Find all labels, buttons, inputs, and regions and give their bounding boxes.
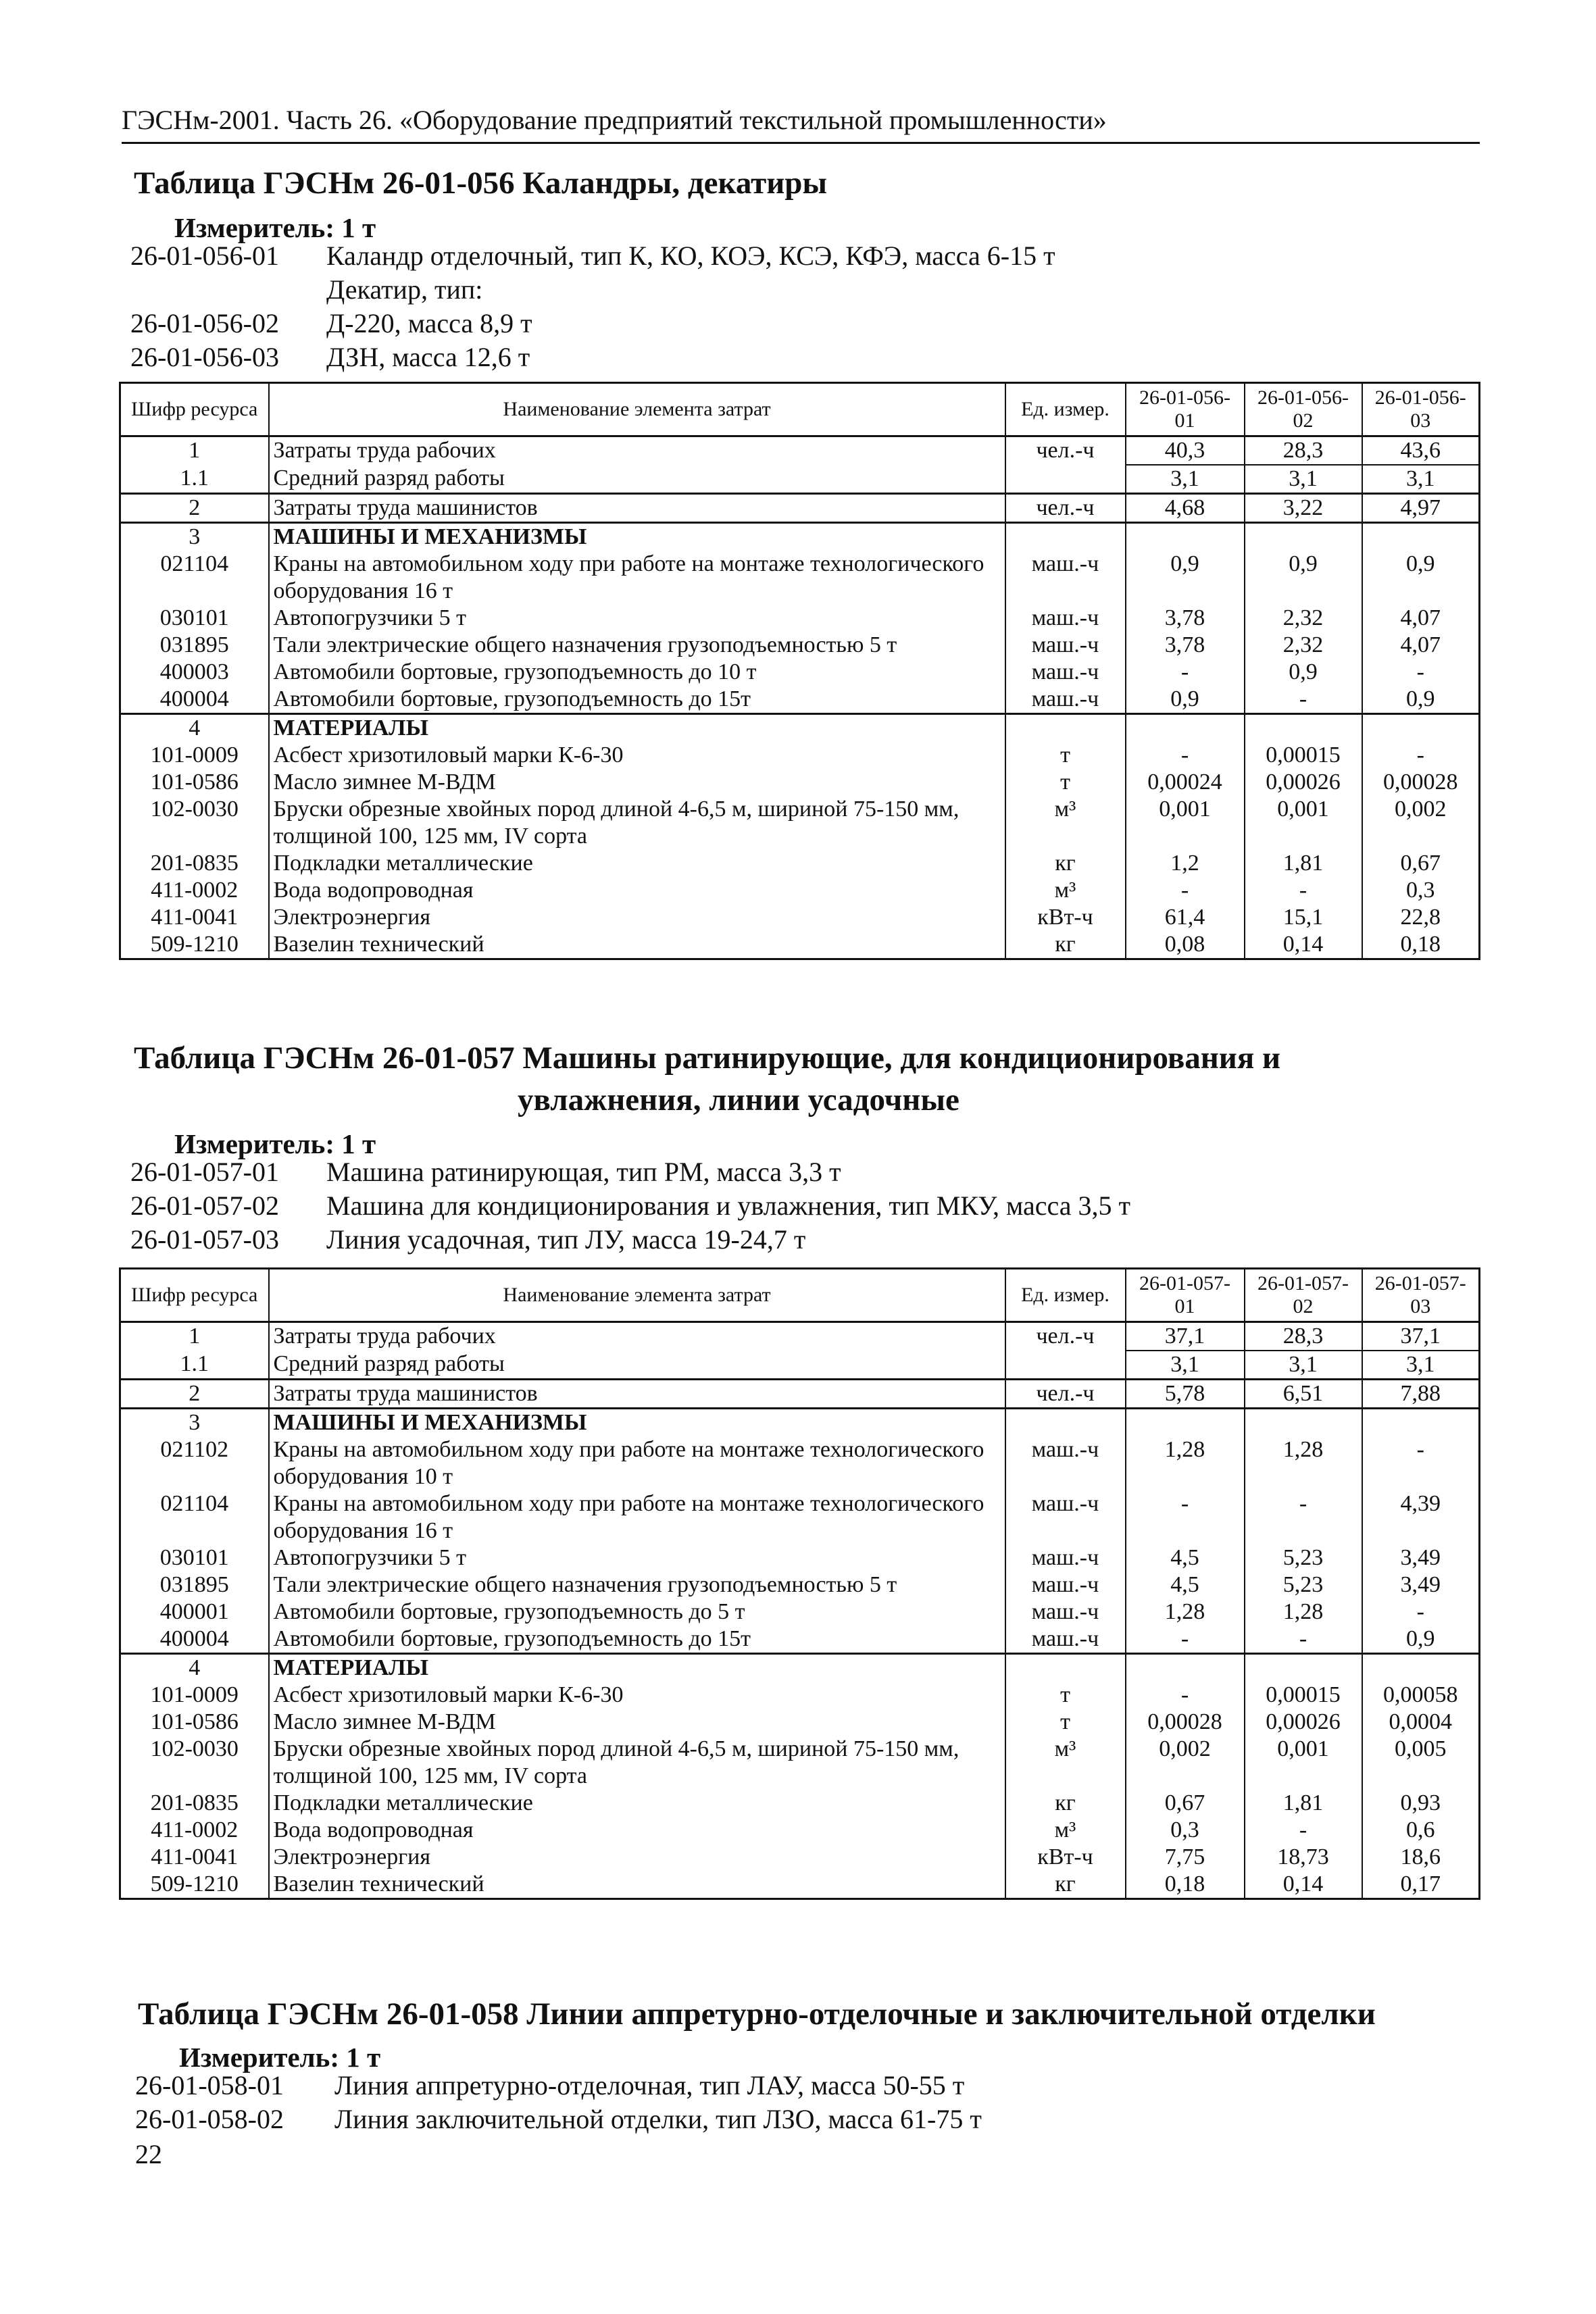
resource-code: 021102	[120, 1436, 269, 1490]
resource-row	[120, 1817, 1480, 1844]
variant-code: 26-01-057-02	[130, 1190, 279, 1221]
resource-row	[120, 1871, 1480, 1899]
value-cell: 5,23	[1245, 1571, 1362, 1599]
resource-name: Тали электрические общего назначения грузоподъемностью 5 т	[269, 632, 1005, 659]
resource-name: Бруски обрезные хвойных пород длиной 4-6,5 м, шириной 75-150 мм, толщиной 100, 125 мм, IV сорта	[269, 1736, 1005, 1790]
value-cell: 0,001	[1245, 796, 1362, 850]
value-cell: 0,9	[1126, 551, 1245, 605]
value-cell: 3,1	[1245, 1351, 1362, 1380]
resource-name: Масло зимнее М-ВДМ	[269, 769, 1005, 796]
value-cell	[1126, 1654, 1245, 1682]
value-cell: 0,00028	[1126, 1709, 1245, 1736]
col-header-variant: 26-01-057-03	[1362, 1269, 1480, 1322]
resource-name: Асбест хризотиловый марки К-6-30	[269, 1682, 1005, 1709]
unit-cell: маш.-ч	[1005, 632, 1126, 659]
resource-name: Масло зимнее М-ВДМ	[269, 1709, 1005, 1736]
resource-code: 3	[120, 1409, 269, 1437]
value-cell: 3,1	[1362, 465, 1480, 494]
value-cell	[1362, 523, 1480, 551]
resource-code: 201-0835	[120, 1790, 269, 1817]
section-row	[120, 714, 1480, 743]
unit-cell	[1005, 1351, 1126, 1380]
value-cell: -	[1126, 742, 1245, 769]
value-cell: -	[1362, 1436, 1480, 1490]
value-cell: 40,3	[1126, 436, 1245, 466]
value-cell: 0,18	[1362, 931, 1480, 959]
variant-code: 26-01-056-01	[130, 241, 279, 271]
unit-cell	[1005, 714, 1126, 743]
table-title-056: Таблица ГЭСНм 26-01-056 Каландры, декатиры	[134, 166, 828, 201]
resource-code: 509-1210	[120, 1871, 269, 1899]
value-cell: 0,00028	[1362, 769, 1480, 796]
resource-name: Средний разряд работы	[269, 1351, 1005, 1380]
resource-row	[120, 465, 1480, 494]
resource-row	[120, 1736, 1480, 1790]
value-cell: 5,23	[1245, 1544, 1362, 1571]
variant-row	[130, 273, 1055, 307]
resource-code: 1.1	[120, 465, 269, 494]
unit-cell	[1005, 1654, 1126, 1682]
unit-cell: м³	[1005, 1736, 1126, 1790]
value-cell: -	[1245, 686, 1362, 714]
variants-057	[130, 1155, 1130, 1257]
unit-cell: маш.-ч	[1005, 1544, 1126, 1571]
resource-code: 201-0835	[120, 850, 269, 877]
value-cell: 37,1	[1126, 1322, 1245, 1351]
value-cell	[1245, 1654, 1362, 1682]
value-cell	[1362, 1409, 1480, 1437]
value-cell: -	[1362, 742, 1480, 769]
value-cell: 0,14	[1245, 1871, 1362, 1899]
resource-code: 400004	[120, 1626, 269, 1654]
variant-code: 26-01-058-01	[135, 2070, 284, 2101]
value-cell: -	[1245, 1626, 1362, 1654]
value-cell: 4,39	[1362, 1490, 1480, 1544]
resource-name: Асбест хризотиловый марки К-6-30	[269, 742, 1005, 769]
col-header-name: Наименование элемента затрат	[269, 383, 1005, 436]
value-cell: 3,1	[1362, 1351, 1480, 1380]
value-cell	[1245, 523, 1362, 551]
resource-row	[120, 1682, 1480, 1709]
unit-cell: чел.-ч	[1005, 436, 1126, 466]
unit-cell: чел.-ч	[1005, 494, 1126, 523]
resource-code: 400001	[120, 1599, 269, 1626]
value-cell: 7,88	[1362, 1380, 1480, 1409]
resource-row	[120, 1844, 1480, 1871]
value-cell: 0,67	[1126, 1790, 1245, 1817]
resource-code: 102-0030	[120, 796, 269, 850]
value-cell: 37,1	[1362, 1322, 1480, 1351]
section-row	[120, 1654, 1480, 1682]
value-cell: 3,1	[1126, 465, 1245, 494]
value-cell	[1126, 523, 1245, 551]
resource-name: Электроэнергия	[269, 904, 1005, 931]
col-header-code: Шифр ресурса	[120, 383, 269, 436]
variant-row	[130, 341, 1055, 374]
value-cell	[1362, 714, 1480, 743]
resource-name: Затраты труда машинистов	[269, 494, 1005, 523]
page-number: 22	[135, 2139, 162, 2169]
value-cell: 0,00026	[1245, 1709, 1362, 1736]
page-header: ГЭСНм-2001. Часть 26. «Оборудование предприятий текстильной промышленности»	[122, 101, 1480, 144]
resource-name: Автомобили бортовые, грузоподъемность до 15т	[269, 1626, 1005, 1654]
value-cell: 0,00015	[1245, 742, 1362, 769]
resource-name: Вода водопроводная	[269, 1817, 1005, 1844]
value-cell: 4,5	[1126, 1571, 1245, 1599]
value-cell: 18,73	[1245, 1844, 1362, 1871]
unit-cell: чел.-ч	[1005, 1322, 1126, 1351]
col-header-variant: 26-01-057-02	[1245, 1269, 1362, 1322]
resource-code: 400003	[120, 659, 269, 686]
value-cell: 0,3	[1362, 877, 1480, 904]
resource-row	[120, 551, 1480, 605]
value-cell: -	[1126, 877, 1245, 904]
value-cell: 2,32	[1245, 605, 1362, 632]
value-cell: -	[1362, 659, 1480, 686]
resource-code: 3	[120, 523, 269, 551]
value-cell: 0,002	[1362, 796, 1480, 850]
resource-name: Автомобили бортовые, грузоподъемность до 10 т	[269, 659, 1005, 686]
resource-name: Автопогрузчики 5 т	[269, 1544, 1005, 1571]
value-cell	[1126, 714, 1245, 743]
value-cell: 0,6	[1362, 1817, 1480, 1844]
resource-row	[120, 796, 1480, 850]
variant-desc: Каландр отделочный, тип К, КО, КОЭ, КСЭ, КФЭ, масса 6-15 т	[326, 241, 1055, 271]
resource-row	[120, 931, 1480, 959]
resource-code: 030101	[120, 605, 269, 632]
value-cell: 43,6	[1362, 436, 1480, 466]
col-header-unit: Ед. измер.	[1005, 383, 1126, 436]
unit-cell: маш.-ч	[1005, 1490, 1126, 1544]
resource-row	[120, 436, 1480, 466]
unit-cell	[1005, 465, 1126, 494]
resource-name: Подкладки металлические	[269, 1790, 1005, 1817]
resource-name: Краны на автомобильном ходу при работе на монтаже технологического оборудования 16 т	[269, 551, 1005, 605]
col-header-variant: 26-01-057-01	[1126, 1269, 1245, 1322]
resource-code: 101-0009	[120, 1682, 269, 1709]
resource-name: Автомобили бортовые, грузоподъемность до 5 т	[269, 1599, 1005, 1626]
resource-name: Затраты труда рабочих	[269, 436, 1005, 466]
unit-cell: маш.-ч	[1005, 1571, 1126, 1599]
variants-056	[130, 239, 1055, 374]
variant-row	[135, 2069, 982, 2103]
unit-cell: т	[1005, 769, 1126, 796]
value-cell	[1126, 1409, 1245, 1437]
value-cell: -	[1126, 1626, 1245, 1654]
value-cell: -	[1245, 877, 1362, 904]
value-cell: 1,28	[1126, 1599, 1245, 1626]
resource-row	[120, 1790, 1480, 1817]
value-cell: -	[1362, 1599, 1480, 1626]
value-cell: 0,00026	[1245, 769, 1362, 796]
resource-code: 4	[120, 714, 269, 743]
value-cell: 1,28	[1245, 1436, 1362, 1490]
unit-cell: кг	[1005, 850, 1126, 877]
resource-name: МАТЕРИАЛЫ	[269, 1654, 1005, 1682]
section-row	[120, 523, 1480, 551]
meter-056: Измеритель: 1 т	[174, 212, 376, 243]
resource-code: 1	[120, 436, 269, 466]
resource-row	[120, 1490, 1480, 1544]
resource-code: 101-0586	[120, 769, 269, 796]
value-cell: 22,8	[1362, 904, 1480, 931]
col-header-code: Шифр ресурса	[120, 1269, 269, 1322]
resource-row	[120, 632, 1480, 659]
unit-cell	[1005, 1409, 1126, 1437]
norm-table-057	[119, 1267, 1480, 1900]
resource-row	[120, 1436, 1480, 1490]
value-cell: 1,28	[1126, 1436, 1245, 1490]
variant-code: 26-01-056-02	[130, 308, 279, 338]
value-cell: 3,78	[1126, 605, 1245, 632]
unit-cell: м³	[1005, 1817, 1126, 1844]
unit-cell: маш.-ч	[1005, 551, 1126, 605]
value-cell: 1,81	[1245, 1790, 1362, 1817]
norm-table-056	[119, 382, 1480, 960]
resource-row	[120, 659, 1480, 686]
resource-name: Средний разряд работы	[269, 465, 1005, 494]
value-cell: 3,1	[1126, 1351, 1245, 1380]
resource-code: 030101	[120, 1544, 269, 1571]
value-cell: 4,5	[1126, 1544, 1245, 1571]
resource-name: Затраты труда машинистов	[269, 1380, 1005, 1409]
value-cell: -	[1245, 1490, 1362, 1544]
resource-code: 031895	[120, 632, 269, 659]
col-header-name: Наименование элемента затрат	[269, 1269, 1005, 1322]
resource-row	[120, 1380, 1480, 1409]
value-cell: 0,9	[1362, 1626, 1480, 1654]
resource-code: 102-0030	[120, 1736, 269, 1790]
value-cell: -	[1126, 1490, 1245, 1544]
meter-058: Измеритель: 1 т	[179, 2042, 381, 2073]
resource-row	[120, 1599, 1480, 1626]
value-cell	[1245, 1409, 1362, 1437]
unit-cell: чел.-ч	[1005, 1380, 1126, 1409]
value-cell: 61,4	[1126, 904, 1245, 931]
resource-row	[120, 1322, 1480, 1351]
value-cell: 0,002	[1126, 1736, 1245, 1790]
resource-name: Вода водопроводная	[269, 877, 1005, 904]
value-cell: 0,9	[1362, 686, 1480, 714]
value-cell: 0,08	[1126, 931, 1245, 959]
value-cell: 28,3	[1245, 436, 1362, 466]
resource-row	[120, 877, 1480, 904]
unit-cell: маш.-ч	[1005, 1436, 1126, 1490]
value-cell: 0,17	[1362, 1871, 1480, 1899]
variant-desc: Линия усадочная, тип ЛУ, масса 19-24,7 т	[326, 1224, 806, 1255]
variant-desc: Д-220, масса 8,9 т	[326, 308, 532, 338]
value-cell: -	[1126, 1682, 1245, 1709]
resource-name: МАШИНЫ И МЕХАНИЗМЫ	[269, 523, 1005, 551]
resource-row	[120, 494, 1480, 523]
col-header-unit: Ед. измер.	[1005, 1269, 1126, 1322]
value-cell: -	[1245, 1817, 1362, 1844]
resource-name: Электроэнергия	[269, 1844, 1005, 1871]
resource-code: 411-0041	[120, 904, 269, 931]
value-cell: 1,81	[1245, 850, 1362, 877]
resource-code: 1	[120, 1322, 269, 1351]
resource-name: МАШИНЫ И МЕХАНИЗМЫ	[269, 1409, 1005, 1437]
resource-code: 411-0002	[120, 877, 269, 904]
resource-name: Вазелин технический	[269, 931, 1005, 959]
value-cell: 0,00015	[1245, 1682, 1362, 1709]
unit-cell: маш.-ч	[1005, 605, 1126, 632]
value-cell: 3,1	[1245, 465, 1362, 494]
value-cell: 0,00058	[1362, 1682, 1480, 1709]
unit-cell: маш.-ч	[1005, 659, 1126, 686]
value-cell: 0,9	[1245, 551, 1362, 605]
value-cell: 1,28	[1245, 1599, 1362, 1626]
unit-cell: кВт-ч	[1005, 1844, 1126, 1871]
col-header-variant: 26-01-056-01	[1126, 383, 1245, 436]
table-title-058: Таблица ГЭСНм 26-01-058 Линии аппретурно-отделочные и заключительной отделки	[138, 1996, 1376, 2032]
resource-code: 4	[120, 1654, 269, 1682]
value-cell	[1362, 1654, 1480, 1682]
resource-row	[120, 605, 1480, 632]
value-cell: 0,3	[1126, 1817, 1245, 1844]
variant-row	[130, 239, 1055, 273]
value-cell: 3,78	[1126, 632, 1245, 659]
resource-code: 101-0009	[120, 742, 269, 769]
value-cell: 7,75	[1126, 1844, 1245, 1871]
value-cell: 4,68	[1126, 494, 1245, 523]
unit-cell: кг	[1005, 1790, 1126, 1817]
resource-name: Бруски обрезные хвойных пород длиной 4-6,5 м, шириной 75-150 мм, толщиной 100, 125 мм, IV сорта	[269, 796, 1005, 850]
resource-code: 509-1210	[120, 931, 269, 959]
col-header-variant: 26-01-056-02	[1245, 383, 1362, 436]
variant-desc: ДЗН, масса 12,6 т	[326, 342, 530, 372]
variant-code: 26-01-057-01	[130, 1157, 279, 1187]
value-cell: 0,9	[1126, 686, 1245, 714]
unit-cell: т	[1005, 742, 1126, 769]
value-cell: 0,005	[1362, 1736, 1480, 1790]
table-title-057: Таблица ГЭСНм 26-01-057 Машины ратинирующие, для кондиционирования и	[134, 1040, 1281, 1076]
variant-code: 26-01-057-03	[130, 1224, 279, 1255]
variant-desc: Машина для кондиционирования и увлажнения, тип МКУ, масса 3,5 т	[326, 1190, 1130, 1221]
resource-name: Автопогрузчики 5 т	[269, 605, 1005, 632]
variant-row	[130, 1155, 1130, 1189]
col-header-variant: 26-01-056-03	[1362, 383, 1480, 436]
variant-row	[130, 1189, 1130, 1223]
section-row	[120, 1409, 1480, 1437]
value-cell	[1245, 714, 1362, 743]
unit-cell: маш.-ч	[1005, 686, 1126, 714]
resource-row	[120, 686, 1480, 714]
resource-code: 021104	[120, 1490, 269, 1544]
variant-code: 26-01-058-02	[135, 2104, 284, 2134]
resource-row	[120, 769, 1480, 796]
value-cell: 4,07	[1362, 605, 1480, 632]
variant-row	[130, 307, 1055, 341]
unit-cell: кг	[1005, 931, 1126, 959]
value-cell: 0,93	[1362, 1790, 1480, 1817]
resource-code: 400004	[120, 686, 269, 714]
value-cell: 4,97	[1362, 494, 1480, 523]
table-title-057-line2: увлажнения, линии усадочные	[518, 1082, 959, 1117]
value-cell: 3,49	[1362, 1571, 1480, 1599]
variant-desc: Машина ратинирующая, тип РМ, масса 3,3 т	[326, 1157, 841, 1187]
resource-code: 411-0002	[120, 1817, 269, 1844]
value-cell: 0,001	[1245, 1736, 1362, 1790]
unit-cell: м³	[1005, 796, 1126, 850]
meter-057: Измеритель: 1 т	[174, 1128, 376, 1159]
resource-row	[120, 904, 1480, 931]
value-cell: 0,0004	[1362, 1709, 1480, 1736]
resource-name: Затраты труда рабочих	[269, 1322, 1005, 1351]
variants-058	[135, 2069, 982, 2136]
value-cell: 15,1	[1245, 904, 1362, 931]
value-cell: 18,6	[1362, 1844, 1480, 1871]
resource-code: 2	[120, 494, 269, 523]
value-cell: 1,2	[1126, 850, 1245, 877]
unit-cell	[1005, 523, 1126, 551]
value-cell: 28,3	[1245, 1322, 1362, 1351]
value-cell: 3,22	[1245, 494, 1362, 523]
variant-desc: Декатир, тип:	[326, 274, 483, 305]
resource-code: 1.1	[120, 1351, 269, 1380]
unit-cell: м³	[1005, 877, 1126, 904]
value-cell: 0,14	[1245, 931, 1362, 959]
value-cell: 4,07	[1362, 632, 1480, 659]
value-cell: 2,32	[1245, 632, 1362, 659]
resource-row	[120, 1626, 1480, 1654]
resource-name: МАТЕРИАЛЫ	[269, 714, 1005, 743]
value-cell: 3,49	[1362, 1544, 1480, 1571]
resource-name: Подкладки металлические	[269, 850, 1005, 877]
value-cell: 5,78	[1126, 1380, 1245, 1409]
resource-row	[120, 1351, 1480, 1380]
variant-row	[130, 1223, 1130, 1257]
resource-row	[120, 1544, 1480, 1571]
value-cell: 0,001	[1126, 796, 1245, 850]
unit-cell: маш.-ч	[1005, 1599, 1126, 1626]
unit-cell: кг	[1005, 1871, 1126, 1899]
resource-name: Краны на автомобильном ходу при работе на монтаже технологического оборудования 10 т	[269, 1436, 1005, 1490]
unit-cell: маш.-ч	[1005, 1626, 1126, 1654]
value-cell: 0,9	[1245, 659, 1362, 686]
value-cell: 0,00024	[1126, 769, 1245, 796]
value-cell: 0,18	[1126, 1871, 1245, 1899]
value-cell: 0,9	[1362, 551, 1480, 605]
resource-code: 021104	[120, 551, 269, 605]
unit-cell: кВт-ч	[1005, 904, 1126, 931]
variant-desc: Линия аппретурно-отделочная, тип ЛАУ, масса 50-55 т	[334, 2070, 965, 2101]
resource-name: Тали электрические общего назначения грузоподъемностью 5 т	[269, 1571, 1005, 1599]
resource-code: 101-0586	[120, 1709, 269, 1736]
unit-cell: т	[1005, 1709, 1126, 1736]
value-cell: 6,51	[1245, 1380, 1362, 1409]
resource-name: Краны на автомобильном ходу при работе на монтаже технологического оборудования 16 т	[269, 1490, 1005, 1544]
unit-cell: т	[1005, 1682, 1126, 1709]
resource-row	[120, 1571, 1480, 1599]
variant-desc: Линия заключительной отделки, тип ЛЗО, масса 61-75 т	[334, 2104, 982, 2134]
resource-row	[120, 1709, 1480, 1736]
resource-code: 2	[120, 1380, 269, 1409]
variant-code: 26-01-056-03	[130, 342, 279, 372]
resource-name: Автомобили бортовые, грузоподъемность до 15т	[269, 686, 1005, 714]
variant-row	[135, 2103, 982, 2136]
resource-row	[120, 742, 1480, 769]
resource-code: 411-0041	[120, 1844, 269, 1871]
resource-row	[120, 850, 1480, 877]
value-cell: 0,67	[1362, 850, 1480, 877]
resource-name: Вазелин технический	[269, 1871, 1005, 1899]
resource-code: 031895	[120, 1571, 269, 1599]
value-cell: -	[1126, 659, 1245, 686]
